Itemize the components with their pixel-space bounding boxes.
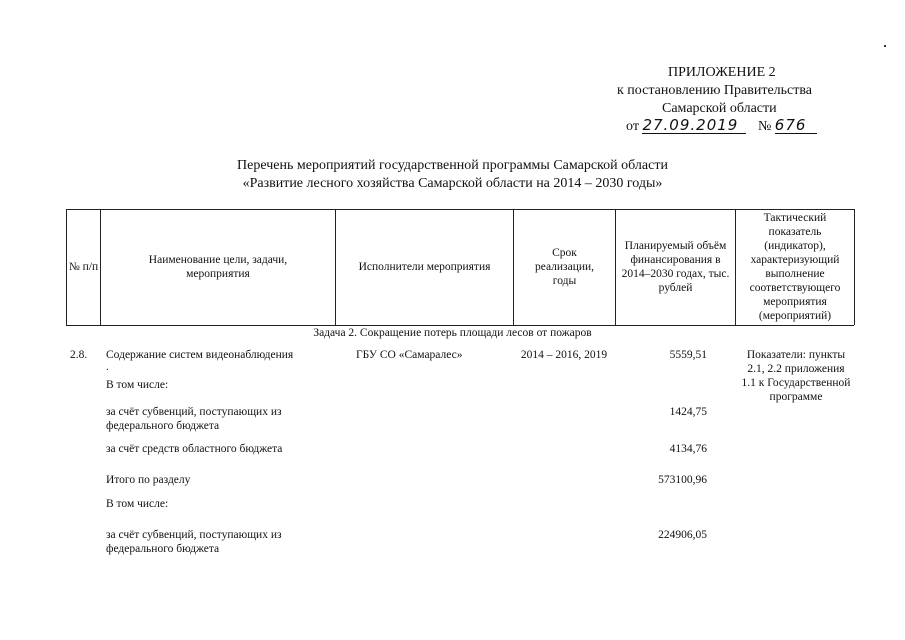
number-value: 676 xyxy=(775,117,817,134)
task-heading: Задача 2. Сокращение потерь площади лесов от пожаров xyxy=(313,327,592,339)
row-name: за счёт субвенций, поступающих из федерального бюджета xyxy=(106,406,282,432)
appendix-date-line xyxy=(626,117,817,135)
col-header-period: Срок реализации, годы xyxy=(534,247,595,287)
row-amount: 5559,51 xyxy=(669,349,707,361)
date-value: 27.09.2019 xyxy=(642,117,746,134)
date-prefix: от xyxy=(626,119,639,134)
col-header-indicator: Тактический показатель (индикатор), характеризующий выполнение соответствующего мероприятия (мероприятий) xyxy=(749,212,841,322)
row-number: 2.8. xyxy=(70,349,88,361)
col-header-financing: Планируемый объём финансирования в 2014–2030 годах, тыс. рублей xyxy=(621,240,730,294)
row-name: Итого по разделу xyxy=(106,474,191,486)
row-indicator: Показатели: пункты 2.1, 2.2 приложения 1.1 к Государственной программе xyxy=(741,349,851,403)
document-title-line1: Перечень мероприятий государственной программы Самарской области xyxy=(237,158,668,173)
row-name: В том числе: xyxy=(106,498,169,510)
row-amount: 4134,76 xyxy=(669,443,707,455)
scan-mark xyxy=(884,45,886,47)
row-name: Содержание систем видеонаблюдения xyxy=(106,349,294,361)
row-period: 2014 – 2016, 2019 xyxy=(520,349,608,361)
appendix-line2: к постановлению Правительства xyxy=(617,83,813,98)
document-title-line2: «Развитие лесного хозяйства Самарской области на 2014 – 2030 годы» xyxy=(242,176,663,191)
number-prefix: № xyxy=(757,119,772,134)
col-header-executor: Исполнители мероприятия xyxy=(358,261,491,273)
row-amount: 1424,75 xyxy=(669,406,707,418)
row-name: за счёт субвенций, поступающих из федерального бюджета xyxy=(106,529,282,555)
row-name: В том числе: xyxy=(106,379,169,391)
row-name: за счёт средств областного бюджета xyxy=(106,443,283,455)
appendix-label: ПРИЛОЖЕНИЕ 2 xyxy=(668,65,776,80)
row-name-dot: . xyxy=(106,361,109,373)
col-divider xyxy=(854,209,855,325)
col-header-name: Наименование цели, задачи, мероприятия xyxy=(148,254,288,280)
row-executor: ГБУ СО «Самаралес» xyxy=(356,349,463,361)
appendix-line3: Самарской области xyxy=(662,101,777,116)
row-amount: 573100,96 xyxy=(658,474,707,486)
col-header-number: № п/п xyxy=(68,261,99,273)
row-amount: 224906,05 xyxy=(658,529,707,541)
